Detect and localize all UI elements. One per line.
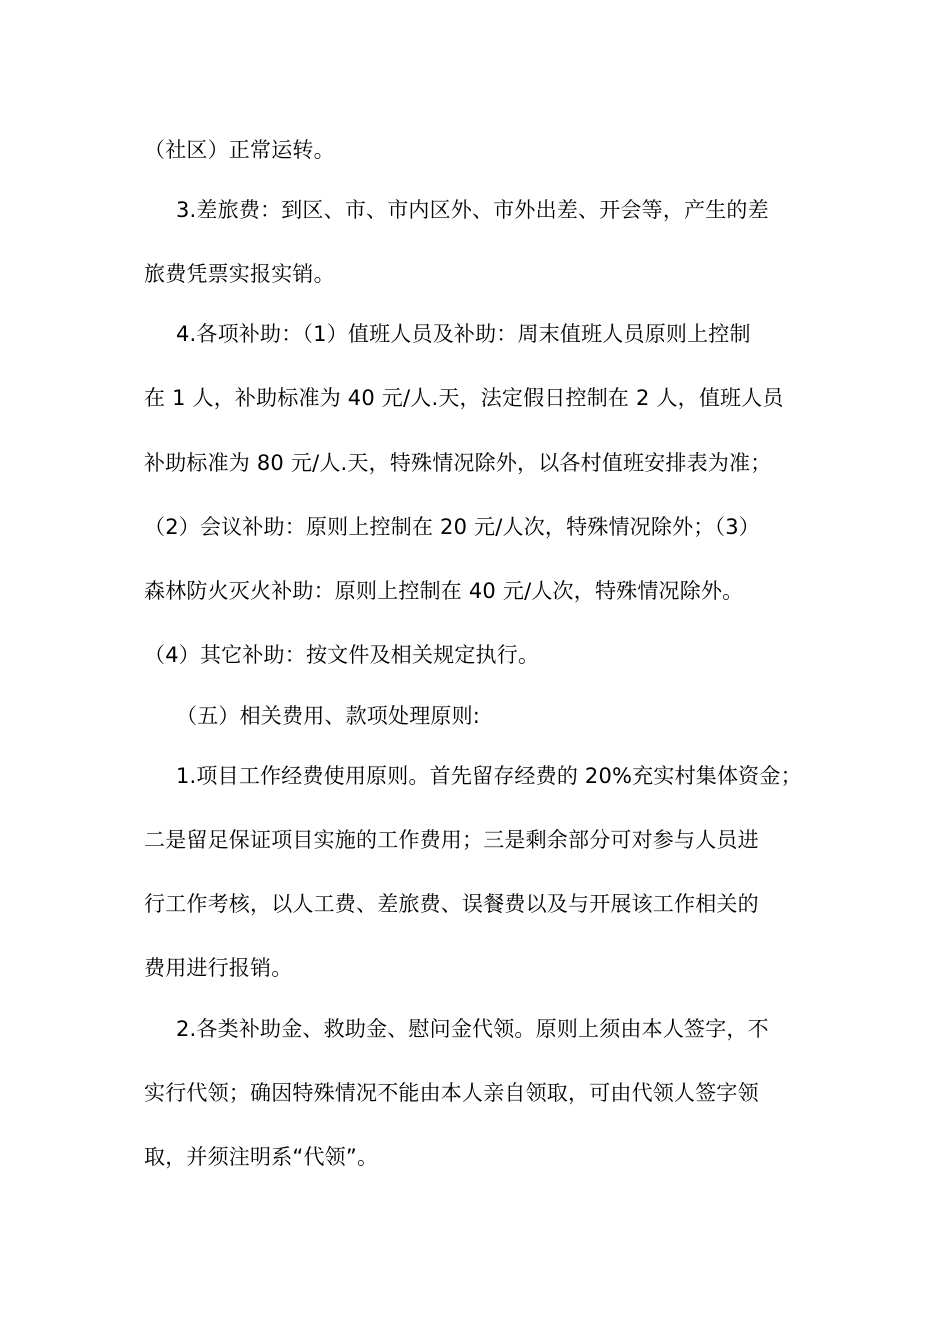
text-line-9: （4）其它补助：按文件及相关规定执行。: [144, 643, 540, 667]
text-line-8: 森林防火灭火补助：原则上控制在 40 元/人次，特殊情况除外。: [144, 579, 744, 603]
text-line-15: 2.各类补助金、救助金、慰问金代领。原则上须由本人签字，不: [176, 1017, 769, 1041]
text-line-2: 3.差旅费：到区、市、市内区外、市外出差、开会等，产生的差: [176, 198, 769, 222]
text-line-3: 旅费凭票实报实销。: [144, 262, 335, 286]
text-line-11: 1.项目工作经费使用原则。首先留存经费的 20%充实村集体资金；: [176, 764, 802, 788]
text-line-12: 二是留足保证项目实施的工作费用；三是剩余部分可对参与人员进: [144, 828, 759, 852]
text-line-14: 费用进行报销。: [144, 956, 293, 980]
text-line-5: 在 1 人，补助标准为 40 元/人.天，法定假日控制在 2 人，值班人员: [144, 386, 784, 410]
text-line-6: 补助标准为 80 元/人.天，特殊情况除外，以各村值班安排表为准；: [144, 451, 772, 475]
text-line-16: 实行代领；确因特殊情况不能由本人亲自领取，可由代领人签字领: [144, 1081, 759, 1105]
text-line-7: （2）会议补助：原则上控制在 20 元/人次，特殊情况除外；（3）: [144, 515, 760, 539]
text-line-4: 4.各项补助：（1）值班人员及补助：周末值班人员原则上控制: [176, 322, 751, 346]
text-line-17: 取，并须注明系“代领”。: [144, 1145, 379, 1169]
text-line-10: （五）相关费用、款项处理原则:: [176, 704, 481, 728]
text-line-1: （社区）正常运转。: [144, 138, 335, 162]
text-line-13: 行工作考核，以人工费、差旅费、误餐费以及与开展该工作相关的: [144, 892, 759, 916]
